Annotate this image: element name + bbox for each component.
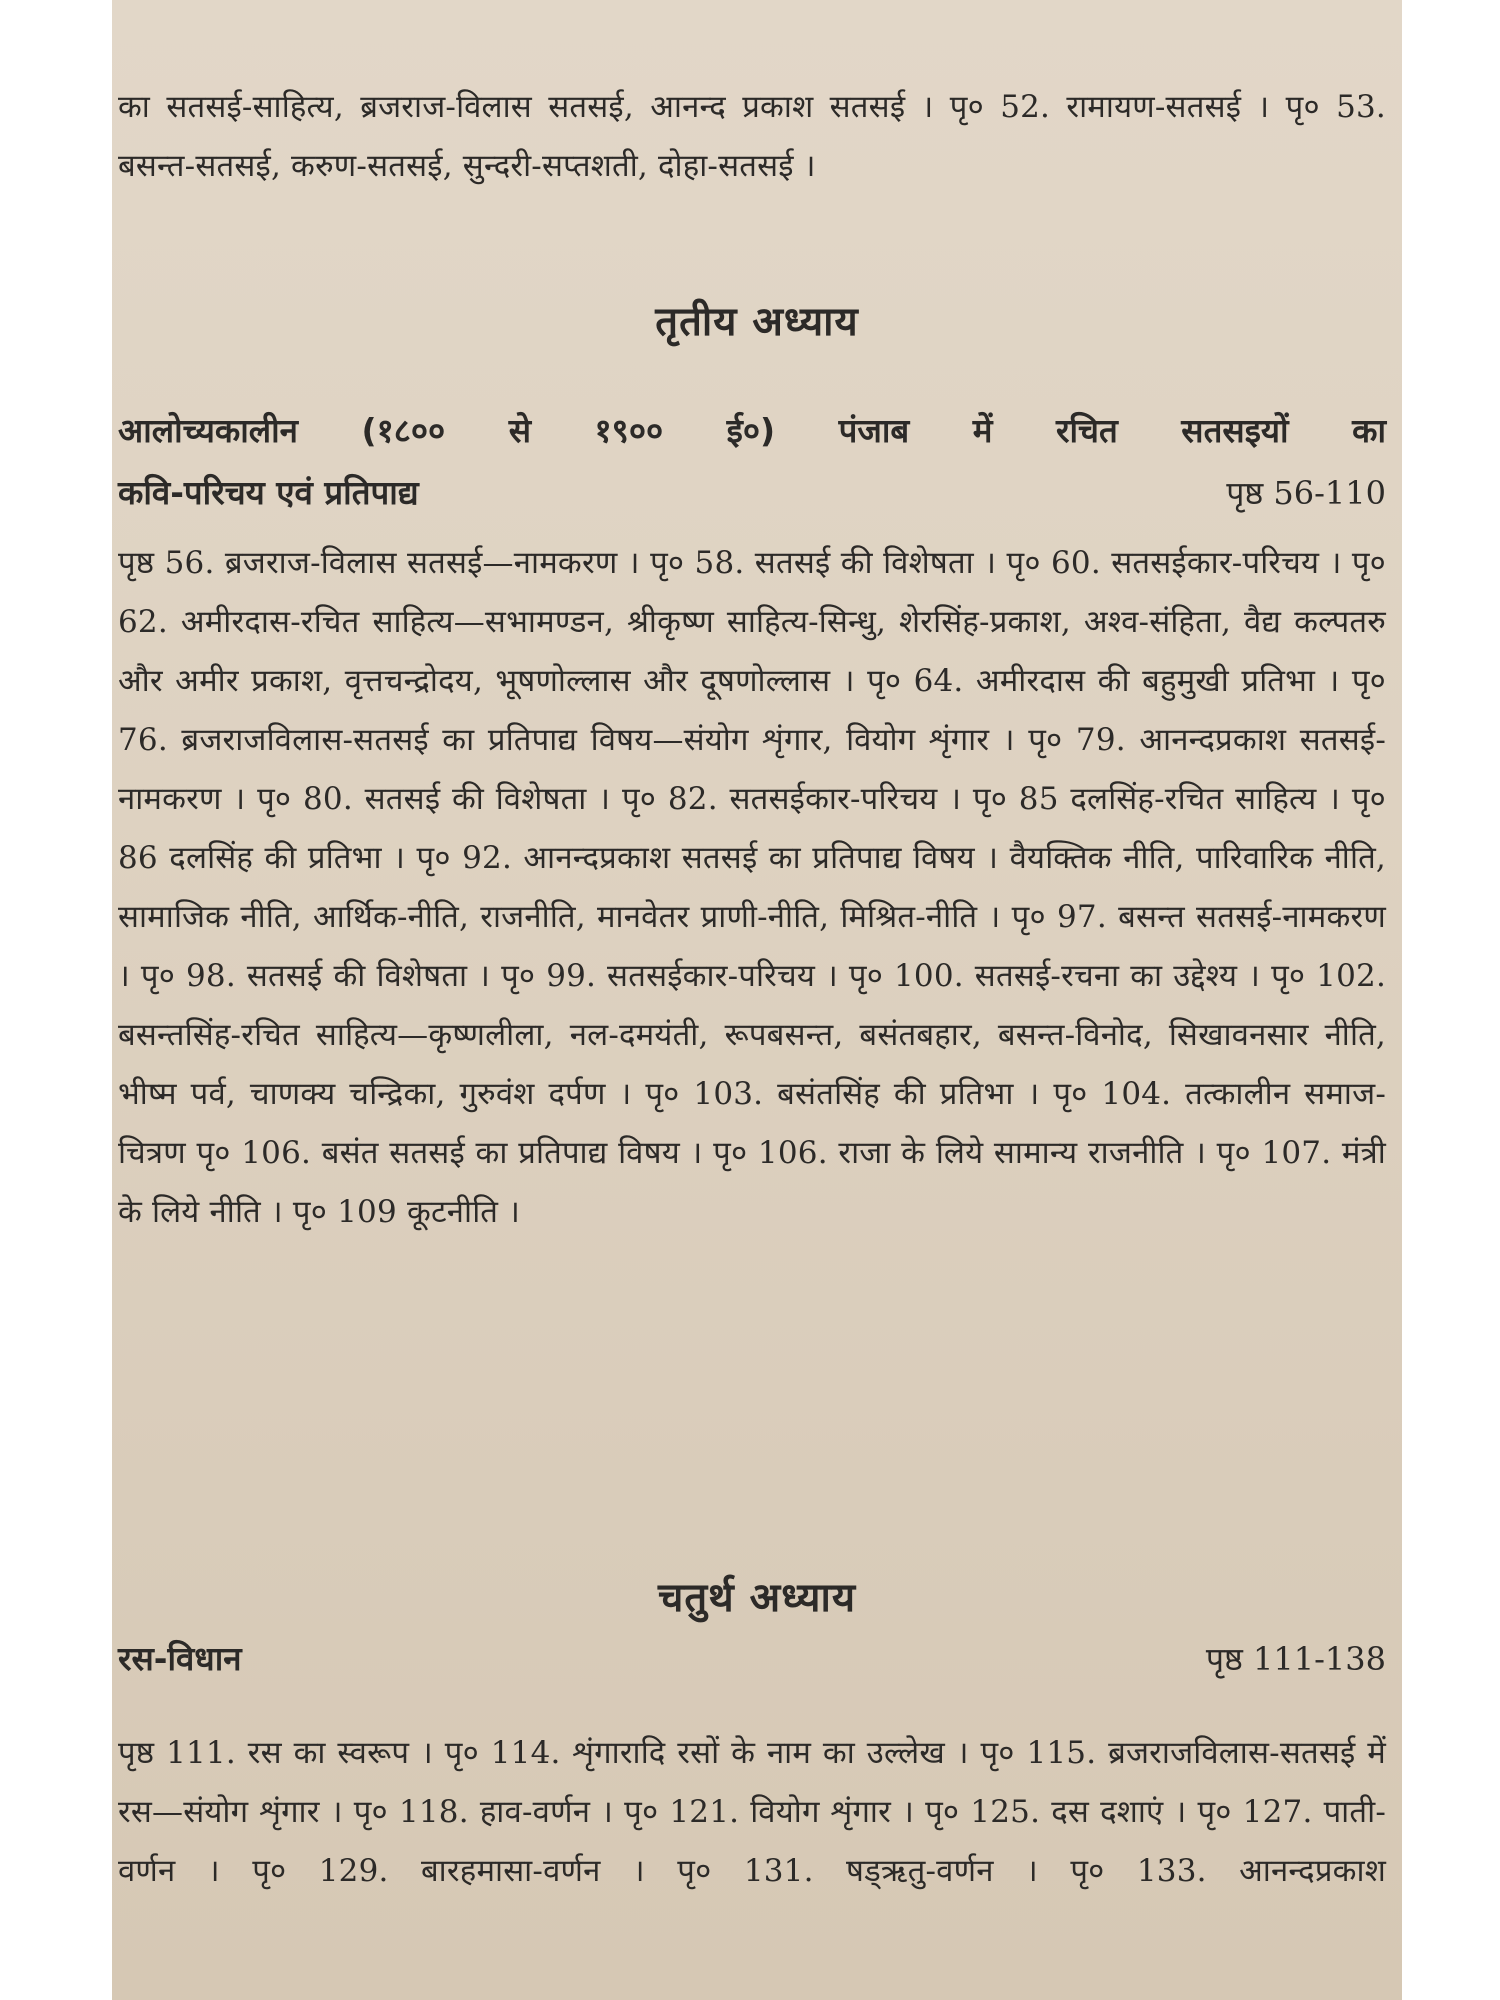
chapter-3-heading [118, 400, 1386, 524]
chapter-3-heading-row [118, 462, 1386, 524]
intro-section [118, 78, 1386, 196]
chapter-4-page-range: पृष्ठ 111-138 [1205, 1640, 1386, 1678]
chapter-3-heading-line1: आलोच्यकालीन (१८०० से १९०० ई०) पंजाब में रचित सतसइयों का [118, 411, 1386, 450]
chapter-4-heading-text: रस-विधान [118, 1639, 242, 1678]
chapter-4-heading [118, 1628, 1386, 1690]
book-page [112, 0, 1402, 2000]
chapter-4-title: चतुर्थ अध्याय [657, 1575, 857, 1621]
chapter-3-body: पृष्ठ 56. ब्रजराज-विलास सतसई—नामकरण । पृ० 58. सतसई की विशेषता । पृ० 60. सतसईकार-परिचय । पृ० 62. अमीरदास-रचित साहित्य—सभामण्डन, श्रीकृष्ण साहित्य-सिन्धु, शेरसिंह-प्रकाश, अश्व-संहिता, वैद्य कल्पतरु और अमीर प्रकाश, वृत्तचन्द्रोदय, भूषणोल्लास और दूषणोल्लास । पृ० 64. अमीरदास की बहुमुखी प्रतिभा । पृ० 76. ब्रजराजविलास-सतसई का प्रतिपाद्य विषय—संयोग शृंगार, वियोग शृंगार । पृ० 79. आनन्दप्रकाश सतसई-नामकरण । पृ० 80. सतसई की विशेषता । पृ० 82. सतसईकार-परिचय । पृ० 85 दलसिंह-रचित साहित्य । पृ० 86 दलसिंह की प्रतिभा । पृ० 92. आनन्दप्रकाश सतसई का प्रतिपाद्य विषय । वैयक्तिक नीति, पारिवारिक नीति, सामाजिक नीति, आर्थिक-नीति, राजनीति, मानवेतर प्राणी-नीति, मिश्रित-नीति । पृ० 97. बसन्त सतसई-नामकरण । पृ० 98. सतसई की विशेषता । पृ० 99. सतसईकार-परिचय । पृ० 100. सतसई-रचना का उद्देश्य । पृ० 102. बसन्तसिंह-रचित साहित्य—कृष्णलीला, नल-दमयंती, रूपबसन्त, बसंतबहार, बसन्त-विनोद, सिखावनसार नीति, भीष्म पर्व, चाणक्य चन्द्रिका, गुरुवंश दर्पण । पृ० 103. बसंतसिंह की प्रतिभा । पृ० 104. तत्कालीन समाज-चित्रण पृ० 106. बसंत सतसई का प्रतिपाद्य विषय । पृ० 106. राजा के लिये सामान्य राजनीति । पृ० 107. मंत्री के लिये नीति । पृ० 109 कूटनीति । [118, 545, 1386, 1230]
chapter-3-title: तृतीय अध्याय [655, 299, 859, 345]
chapter-4-contents [118, 1724, 1386, 1901]
chapter-4-body: पृष्ठ 111. रस का स्वरूप । पृ० 114. शृंगारादि रसों के नाम का उल्लेख । पृ० 115. ब्रजराजविलास-सतसई में रस—संयोग शृंगार । पृ० 118. हाव-वर्णन । पृ० 121. वियोग शृंगार । पृ० 125. दस दशाएं । पृ० 127. पाती-वर्णन । पृ० 129. बारहमासा-वर्णन । पृ० 131. षड्ऋतु-वर्णन । पृ० 133. आनन्दप्रकाश [118, 1735, 1386, 1889]
chapter-4-heading-row [118, 1628, 1386, 1690]
chapter-3-contents [118, 534, 1386, 1242]
intro-paragraph: का सतसई-साहित्य, ब्रजराज-विलास सतसई, आनन्द प्रकाश सतसई । पृ० 52. रामायण-सतसई । पृ० 53. बसन्त-सतसई, करुण-सतसई, सुन्दरी-सप्तशती, दोहा-सतसई । [118, 89, 1386, 184]
chapter-3-page-range: पृष्ठ 56-110 [1226, 474, 1386, 512]
chapter-3-heading-line2: कवि-परिचय एवं प्रतिपाद्य [118, 473, 419, 512]
